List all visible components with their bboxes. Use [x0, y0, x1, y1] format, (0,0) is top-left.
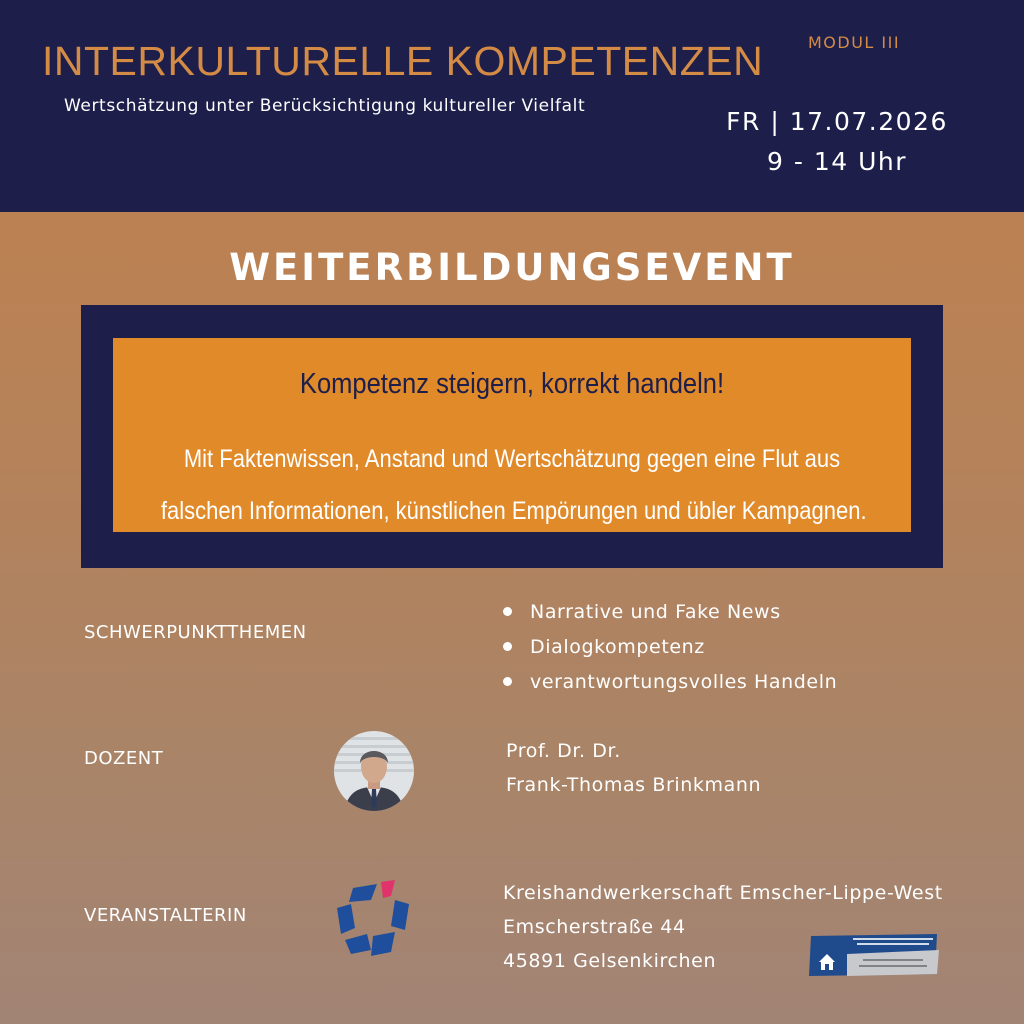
- bullet-icon: [503, 642, 512, 651]
- organizer-logo-icon: [333, 878, 413, 958]
- module-label: MODUL III: [808, 33, 901, 52]
- tagline-headline: Kompetenz steigern, korrekt handeln!: [299, 368, 725, 400]
- organizer-label: VERANSTALTERIN: [84, 905, 247, 926]
- tagline-line-1: Mit Faktenwissen, Anstand und Wertschätzung gegen eine Flut aus: [183, 445, 841, 473]
- list-item: [500, 598, 837, 633]
- event-date: FR | 17.07.2026: [726, 107, 948, 136]
- topic-list: [500, 598, 837, 703]
- bullet-icon: [503, 677, 512, 686]
- certification-badge-icon: [807, 932, 941, 978]
- topic-text: Dialogkompetenz: [530, 636, 705, 658]
- portrait-icon: [334, 731, 414, 811]
- event-type-heading: WEITERBILDUNGSEVENT: [229, 246, 795, 289]
- header-banner: [0, 0, 1024, 212]
- lecturer-label: DOZENT: [84, 748, 164, 769]
- organizer-city: 45891 Gelsenkirchen: [503, 950, 717, 972]
- focus-label: SCHWERPUNKTTHEMEN: [84, 622, 307, 643]
- event-title: INTERKULTURELLE KOMPETENZEN: [42, 38, 764, 84]
- bullet-icon: [503, 607, 512, 616]
- event-subtitle: Wertschätzung unter Berücksichtigung kultureller Vielfalt: [64, 96, 586, 116]
- tagline-line-2: falschen Informationen, künstlichen Empörungen und übler Kampagnen.: [160, 497, 867, 525]
- list-item: [500, 633, 837, 668]
- lecturer-title: Prof. Dr. Dr.: [506, 740, 621, 762]
- organizer-street: Emscherstraße 44: [503, 916, 686, 938]
- topic-text: Narrative und Fake News: [530, 601, 781, 623]
- tagline-body: [113, 433, 911, 537]
- event-time: 9 - 14 Uhr: [767, 147, 907, 176]
- topic-text: verantwortungsvolles Handeln: [530, 671, 838, 693]
- organizer-name: Kreishandwerkerschaft Emscher-Lippe-West: [503, 882, 943, 904]
- tagline-box: [113, 338, 911, 532]
- list-item: [500, 668, 837, 703]
- lecturer-name: Frank-Thomas Brinkmann: [506, 774, 762, 796]
- lecturer-avatar: [334, 731, 414, 811]
